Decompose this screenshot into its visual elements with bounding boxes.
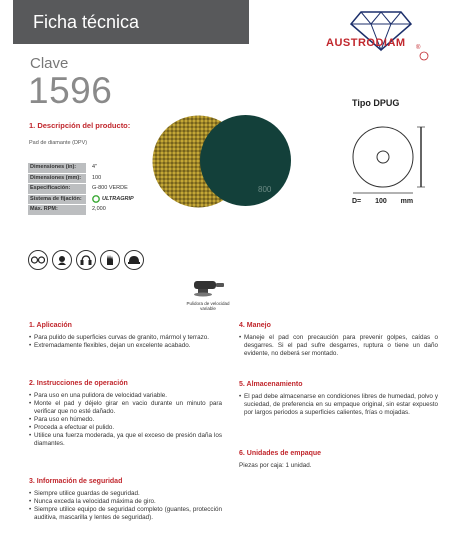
safety-icons: [28, 250, 144, 270]
section-title: 4. Manejo: [239, 322, 271, 329]
section-instrucciones: [29, 380, 222, 448]
spec-value: 2,000: [92, 206, 106, 212]
list-item: • Monte el pad y déjelo girar en vacio durante un minuto para verificar que no esté dañado.: [29, 400, 222, 416]
spec-label: Sistema de fijación:: [28, 195, 86, 205]
spec-row: [28, 205, 134, 215]
section-seguridad: [29, 478, 222, 522]
list-item: • Nunca exceda la velocidad máxima de giro.: [29, 498, 222, 506]
section-title: 6. Unidades de empaque: [239, 450, 322, 457]
description-text: Pad de diamante (DPV): [29, 140, 88, 146]
tool-caption: Pulidora de velocidad variable: [186, 301, 230, 311]
spec-row: [28, 174, 134, 184]
spec-row: [28, 184, 134, 194]
spec-value: 4": [92, 164, 98, 170]
list-item: • Extremadamente flexibles, dejan un excelente acabado.: [29, 342, 222, 350]
list-item: • Para uso en una pulidora de velocidad variable.: [29, 392, 222, 400]
specs-table: [28, 163, 134, 216]
list-item: • Proceda a efectuar el pulido.: [29, 424, 222, 432]
austrodiam-logo-icon: [326, 10, 436, 62]
section-manejo: [239, 322, 438, 358]
spec-label: Especificación:: [28, 184, 86, 194]
ultragrip-logo: [86, 195, 134, 205]
diameter-label: [352, 198, 413, 205]
description-title: 1. Descripción del producto:: [29, 121, 131, 130]
section-title: 1. Aplicación: [29, 322, 72, 329]
list-item: • Para pulido de superficies curvas de granito, mármol y terrazo.: [29, 334, 222, 342]
spec-label: Dimensiones (mm):: [28, 174, 86, 184]
breathing-mask-icon: [52, 250, 72, 270]
safety-glasses-icon: [28, 250, 48, 270]
helmet-icon: [124, 250, 144, 270]
registered-mark: ®: [416, 45, 421, 51]
list-item: • El pad debe almacenarse en condiciones libres de humedad, polvo y suciedad, de preferencia en su empaque original, sin estar expuesto por largos periodos a superficies calientes, frías o mojadas.: [239, 393, 438, 417]
section-title: 2. Instrucciones de operación: [29, 380, 128, 387]
pad-diagram: [345, 120, 445, 200]
tipo-label: Tipo DPUG: [352, 98, 400, 108]
spec-value: ULTRAGRIP: [102, 195, 134, 202]
section-title: 3. Información de seguridad: [29, 478, 123, 485]
ultragrip-icon: [92, 195, 100, 203]
pad-grit-label: 800: [258, 185, 272, 194]
spec-row: [28, 163, 134, 173]
clave-label: Clave: [30, 55, 69, 72]
list-item: • Maneje el pad con precaución para prevenir golpes, caídas o desgarres. Si el pad sufre desgarres, ruptura o tiene un daño evidente, no deberá ser montado.: [239, 334, 438, 358]
spec-label: Dimensiones (in):: [28, 163, 86, 173]
list-item: • Para uso en húmedo.: [29, 416, 222, 424]
diameter-unit: mm: [400, 198, 414, 205]
list-item: • Utilice una fuerza moderada, ya que el exceso de presión daña los diamantes.: [29, 432, 222, 448]
section-aplicacion: [29, 322, 222, 350]
list-item: • Siempre utilice equipo de seguridad completo (guantes, protección auditiva, mascarilla y lentes de seguridad).: [29, 506, 222, 522]
list-item: • Siempre utilice guardas de seguridad.: [29, 490, 222, 498]
diameter-prefix: D=: [352, 198, 362, 205]
spec-value: G-800 VERDE: [92, 185, 128, 191]
spec-row: [28, 195, 134, 205]
header-bar: [13, 0, 249, 44]
pad-back-image: [200, 115, 291, 206]
diameter-value: 100: [375, 198, 387, 205]
spec-label: Máx. RPM:: [28, 205, 86, 215]
gloves-icon: [100, 250, 120, 270]
section-empaque: [239, 450, 438, 470]
polisher-tool-icon: [190, 275, 226, 297]
brand-name: AUSTRODIAM: [326, 37, 406, 49]
spec-value: 100: [92, 174, 102, 181]
clave-number: 1596: [28, 70, 113, 111]
ear-protection-icon: [76, 250, 96, 270]
section-title: 5. Almacenamiento: [239, 381, 303, 388]
section-almacenamiento: [239, 381, 438, 417]
empaque-text: Piezas por caja: 1 unidad.: [239, 462, 312, 469]
page-title: Ficha técnica: [33, 12, 140, 32]
